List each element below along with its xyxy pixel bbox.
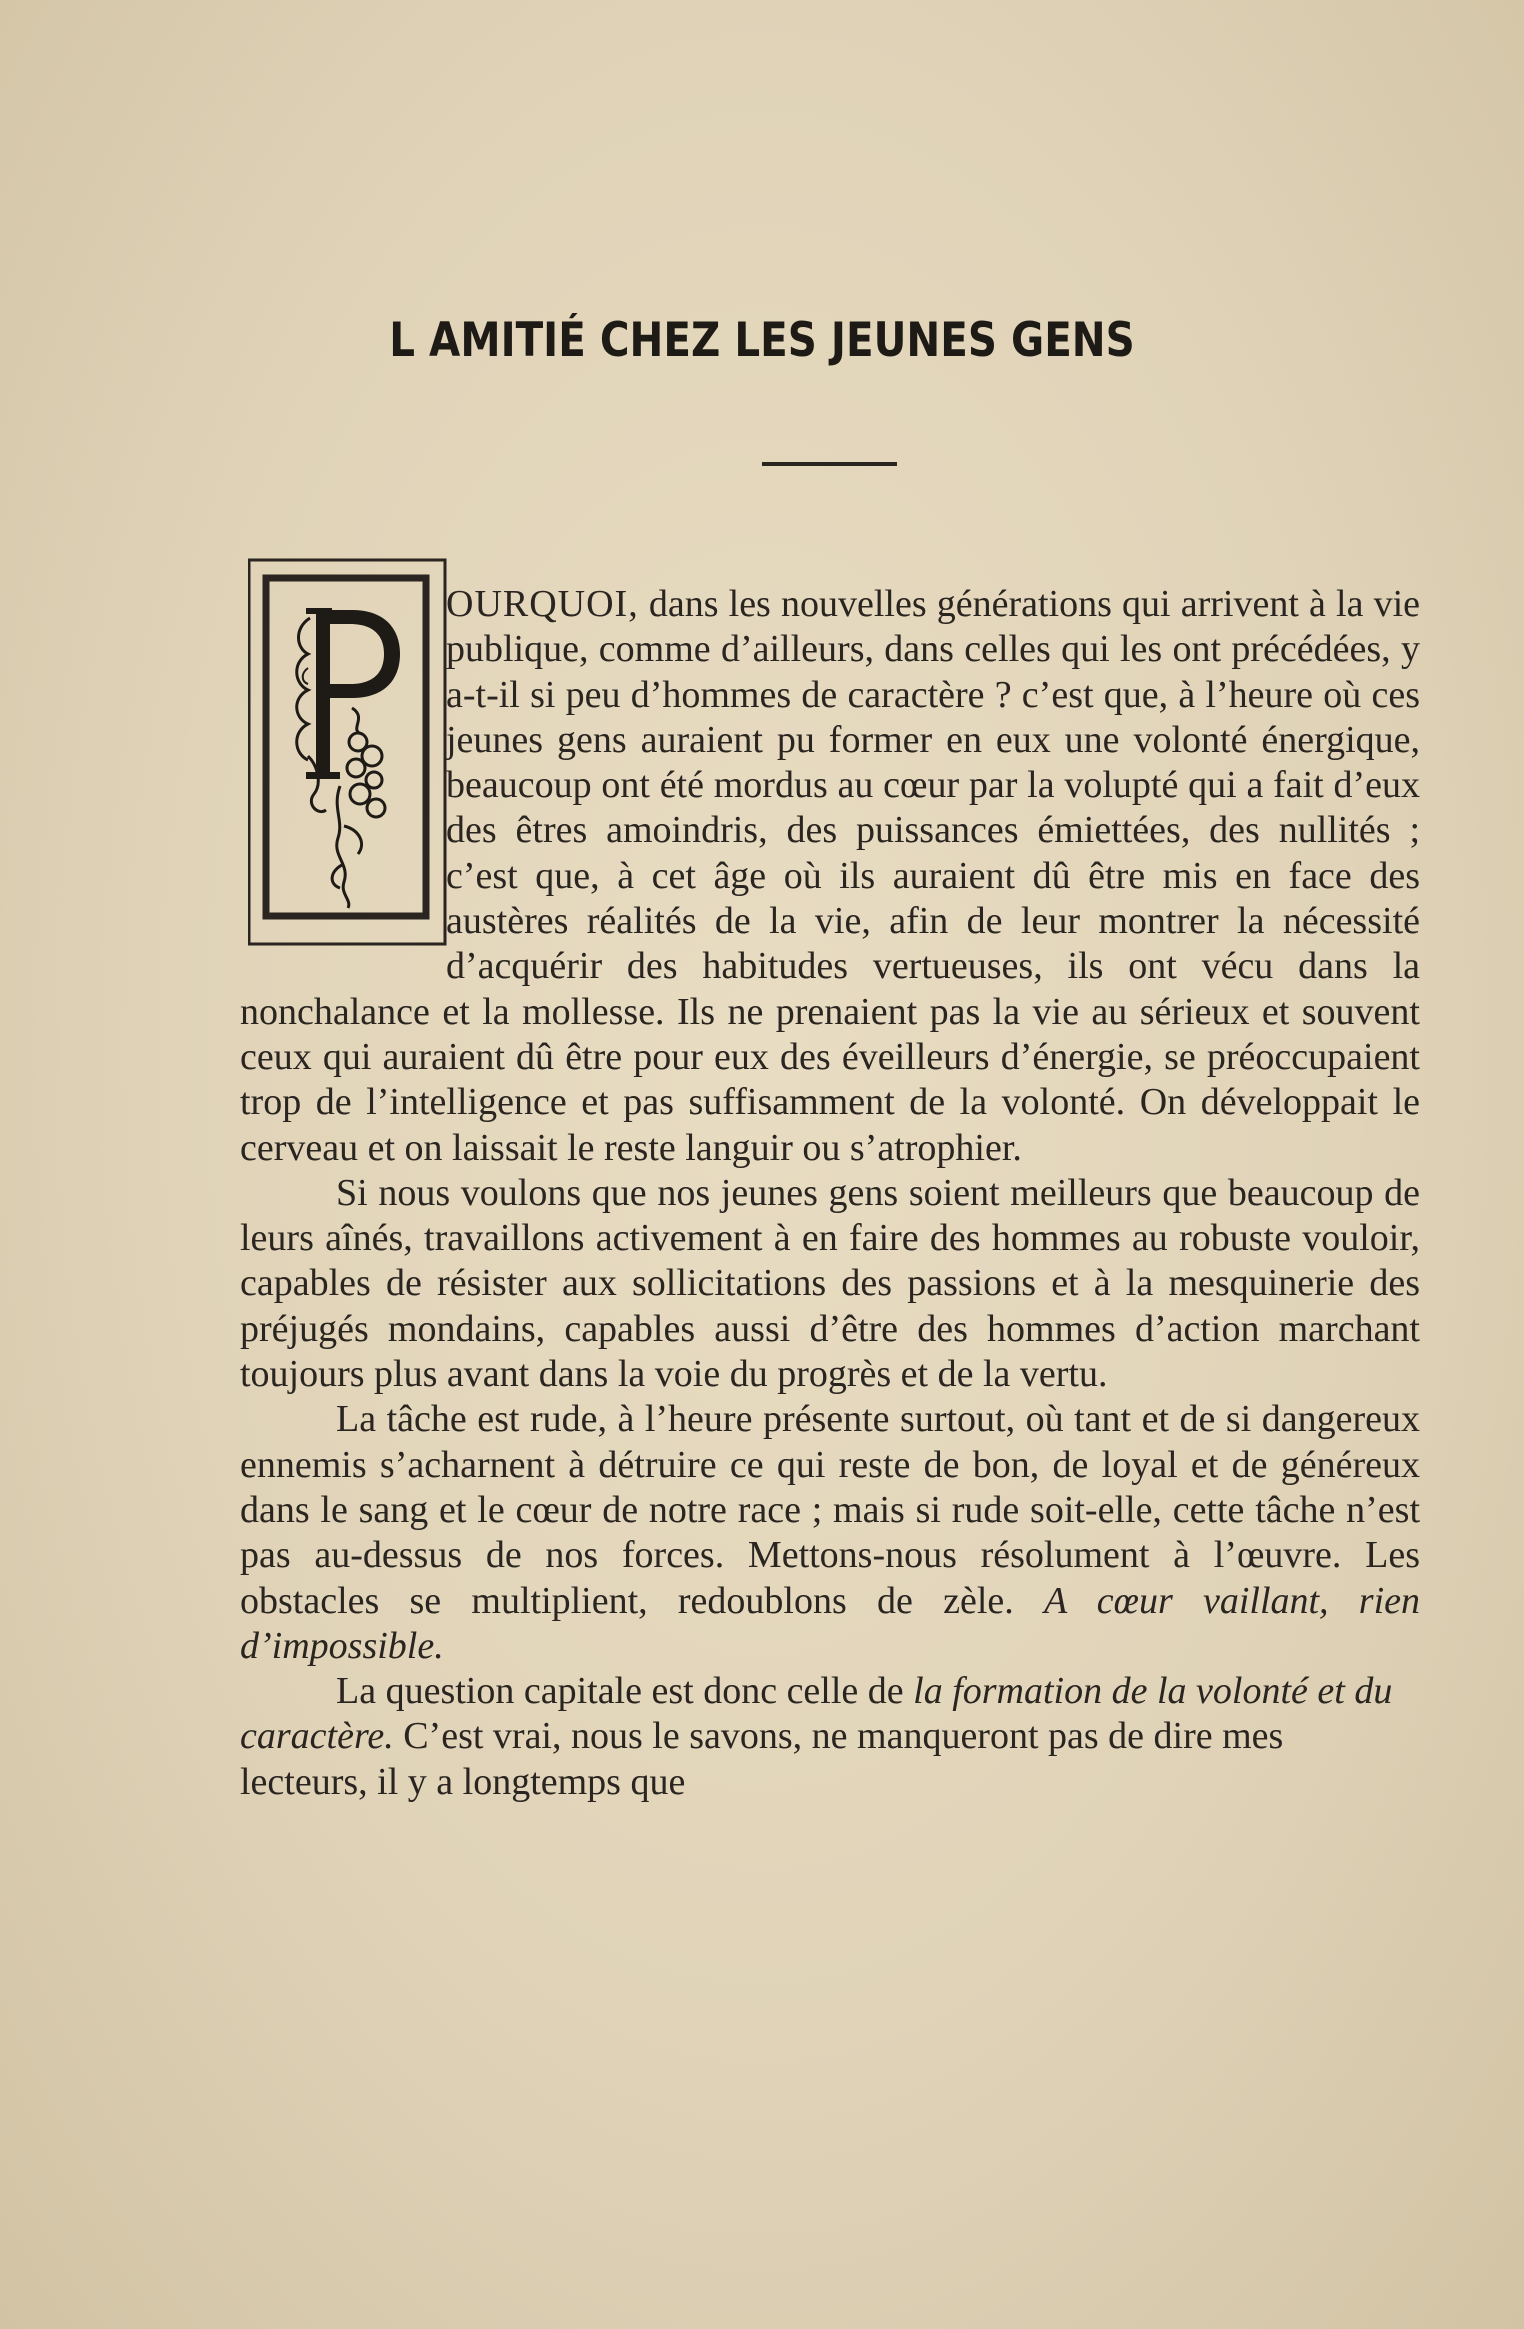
paragraph-2: Si nous voulons que nos jeunes gens soient meilleurs que beaucoup de leurs aînés, travaillons activement à en faire des hommes au robuste vouloir, capables de résister aux sollicitations des passions et à la mesquinerie des préjugés mondains, capables aussi d’être des hommes d’action marchant toujours plus avant dans la voie du progrès et de la vertu. <box>240 1171 1420 1396</box>
page-title: L AMITIÉ CHEZ LES JEUNES GENS <box>389 313 1135 369</box>
drop-cap <box>240 582 438 958</box>
paragraph-4-start: La question capitale est donc celle de <box>336 1670 914 1713</box>
paragraph-4 <box>240 1669 1420 1805</box>
ornamental-letter-p-icon <box>248 558 448 958</box>
article-body <box>240 582 1420 1805</box>
paragraph-1 <box>240 582 1420 1171</box>
title-divider <box>762 462 897 466</box>
paragraph-1-text: dans les nouvelles générations qui arrivent à la vie publique, comme d’ailleurs, dans celles qui les ont précédées, y a-t-il si peu d’hommes de caractère ? c’est que, à l’heure où ces jeunes gens auraient pu former en eux une volonté énergique, beaucoup ont été mordus au cœur par la volupté qui a fait d’eux des êtres amoindris, des puissances émiettées, des nullités ; c’est que, à cet âge où ils auraient dû être mis en face des austères réalités de la vie, afin de leur montrer la nécessité d’acquérir des habitudes vertueuses, ils ont vécu dans la nonchalance et la mollesse. Ils ne prenaient pas la vie au sérieux et souvent ceux qui auraient dû être pour eux des éveilleurs d’énergie, se préoccupaient trop de l’intelligence et pas suffisamment de la volonté. On développait le cerveau et on laissait le reste languir ou s’atrophier. <box>240 583 1420 1169</box>
paragraph-4-end: C’est vrai, nous le savons, ne manqueront pas de dire mes lecteurs, il y a longtemps que <box>240 1715 1284 1803</box>
opening-word: OURQUOI, <box>446 583 639 625</box>
paragraph-4-italic: la formation de la volonté et du caractère. <box>240 1670 1393 1758</box>
motto: A cœur vaillant, rien d’impossible. <box>240 1579 1421 1667</box>
paragraph-3-text: La tâche est rude, à l’heure présente surtout, où tant et de si dangereux ennemis s’acharnent à détruire ce qui reste de bon, de loyal et de généreux dans le sang et le cœur de notre race ; mais si rude soit-elle, cette tâche n’est pas au-dessus de nos forces. Mettons-nous résolument à l’œuvre. Les obstacles se multiplient, redoublons de zèle. <box>240 1398 1420 1622</box>
paragraph-3 <box>240 1397 1420 1669</box>
